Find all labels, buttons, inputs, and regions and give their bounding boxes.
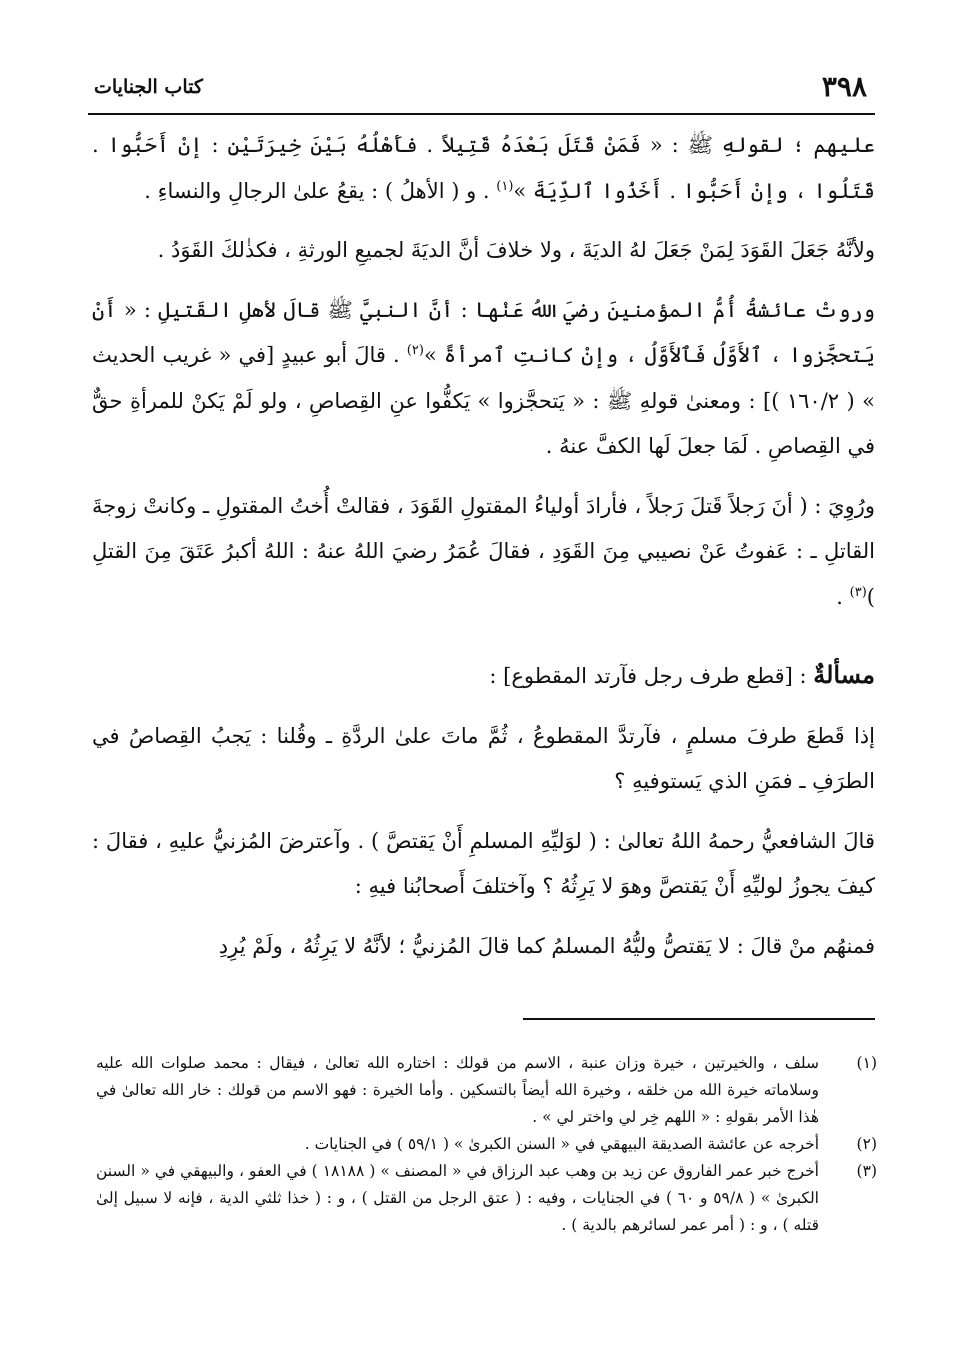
- footnote-ref-2[interactable]: (٢): [406, 343, 424, 358]
- book-title: كتاب الجنايات: [94, 76, 203, 98]
- footnote-2: [96, 1131, 877, 1158]
- footnote-ref-3[interactable]: (٣): [849, 584, 867, 600]
- footnote-ref-1[interactable]: (١): [496, 178, 514, 194]
- paragraph-qawad-heirs: ولأنَّهُ جَعَلَ القَوَدَ لِمَنْ جَعَلَ لهُ الديَةَ ، ولا خلافَ أنَّ الديَةَ لجميعِ الورثةِ ، فكذٰلكَ القَوَدُ .: [157, 238, 875, 262]
- issue-label: مسألةٌ: [813, 660, 875, 689]
- paragraph-hadith-two-choices: عليهم ؛ لقولهِ ﷺ : « فَمَنْ قَتَلَ بَعْدَهُ قَتِيلاً . فأَهْلُهُ بَيْنَ خِيرَتَيْنِ : إنْ أَحَبُّوا . قَتَلُوا ، وإنْ أَحَبُّوا . أَخَذُوا ٱلدِّيَةَ »$^{(١)}$ . و ( الأهلُ ) : يقعُ علىٰ الرجالِ والنساءِ .: [92, 133, 875, 203]
- paragraph-shafii-opinion: قالَ الشافعيُّ رحمهُ اللهُ تعالىٰ : ( لوَليِّهِ المسلمِ أَنْ يَقتصَّ ) . وآعترضَ المُزنيُّ عليهِ ، فقالَ : كيفَ يجوزُ لوليِّهِ أَنْ يَقتصَّ وهوَ لا يَرِثُهُ ؟ وآختلفَ أَصحابُنا فيهِ :: [92, 828, 875, 898]
- footnote-1: [96, 1050, 877, 1131]
- page-number: ٣٩٨: [821, 70, 867, 103]
- paragraph-first-view: فمنهُم منْ قالَ : لا يَقتصُّ وليُّهُ المسلمُ كما قالَ المُزنيُّ ؛ لأنَّهُ لا يَرِثُهُ ، ولَمْ يُرِدِ: [218, 933, 875, 958]
- paragraph-aisha-narration: وروتْ عائشةُ أُمُّ المؤمنينَ رضيَ اللهُ عَنْها : أنَّ النبيَّ ﷺ قالَ لأهلِ القَتيلِ : « أَنْ يَتحجَّزوا ، ٱلأَوَّلُ فَٱلأَوَّلُ ، وإنْ كانتِ ٱمرأةً »$^{(٢)}$ . قالَ أبو عبيدٍ [في « غريب الحديث » ( ١٦٠/٢ )] : ومعنىٰ قولهِ ﷺ : « يَتحجَّزوا » يَكفُّوا عنِ القِصاصِ ، ولو لَمْ يَكنْ للمرأةِ حقٌّ في القِصاصِ . لَمَا جعلَ لَها الكفَّ عنهُ .: [92, 297, 876, 458]
- footnote-text: أخرجه عن عائشة الصديقة البيهقي في « السنن الكبرىٰ » ( ٥٩/١ ) في الجنايات .: [304, 1135, 819, 1153]
- footnote-3: [96, 1158, 877, 1239]
- footnote-number: (٢): [856, 1135, 877, 1153]
- header-rule: [88, 113, 875, 115]
- issue-title: : [قطع طرف رجل فآرتد المقطوع] :: [489, 664, 814, 688]
- footnote-text: سلف ، والخيرتين ، خيرة وزان عنبة ، الاسم من قولك : اختاره الله تعالىٰ ، فيقال : محمد صلوات الله عليه وسلاماته خيرة الله من خلقه ، وخيرة الله أيضاً بالتسكين . وأما الخيرة : فهو الاسم من قولك : خار الله تعالىٰ في هٰذا الأمر بقولهِ : « اللهم خِر لي واختر لي » .: [96, 1054, 819, 1126]
- paragraph-umar-narration: ورُوِيَ : ( أنَ رَجلاً قَتلَ رَجلاً ، فأرادَ أولياءُ المقتولِ القَوَدَ ، فقالتْ أُختُ المقتولِ ـ وكانتْ زوجةَ القاتلِ ـ : عَفوتُ عَنْ نصيبي مِنَ القَوَدِ ، فقالَ عُمَرُ رضيَ اللهُ عنهُ : اللهُ أكبرُ عَتَقَ مِنَ القتلِ )$^{(٣)}$ .: [92, 493, 875, 609]
- main-text: [92, 123, 875, 969]
- paragraph-issue-statement: إذا قَطعَ طرفَ مسلمٍ ، فآرتدَّ المقطوعُ ، ثُمَّ ماتَ علىٰ الردَّةِ ـ وقُلنا : يَجبُ القِصاصُ في الطرَفِ ـ فمَنِ الذي يَستوفيهِ ؟: [92, 723, 875, 793]
- issue-heading: [92, 652, 875, 700]
- footnote-number: (١): [856, 1054, 877, 1072]
- footnote-text: أخرج خبر عمر الفاروق عن زيد بن وهب عبد الرزاق في « المصنف » ( ١٨١٨٨ ) في العفو ، والبيهقي في « السنن الكبرىٰ » ( ٥٩/٨ و ٦٠ ) في الجنايات ، وفيه : ( عتق الرجل من القتل ) ، و : ( خذا ثلثي الدية ، فإنه لا سبيل إلىٰ قتله ) ، و : ( أمر عمر لسائرهم بالدية ) .: [96, 1162, 819, 1234]
- running-head: [88, 66, 875, 110]
- footnote-number: (٣): [856, 1162, 877, 1180]
- footnotes-rule: [523, 1018, 875, 1020]
- footnotes: [96, 1050, 877, 1239]
